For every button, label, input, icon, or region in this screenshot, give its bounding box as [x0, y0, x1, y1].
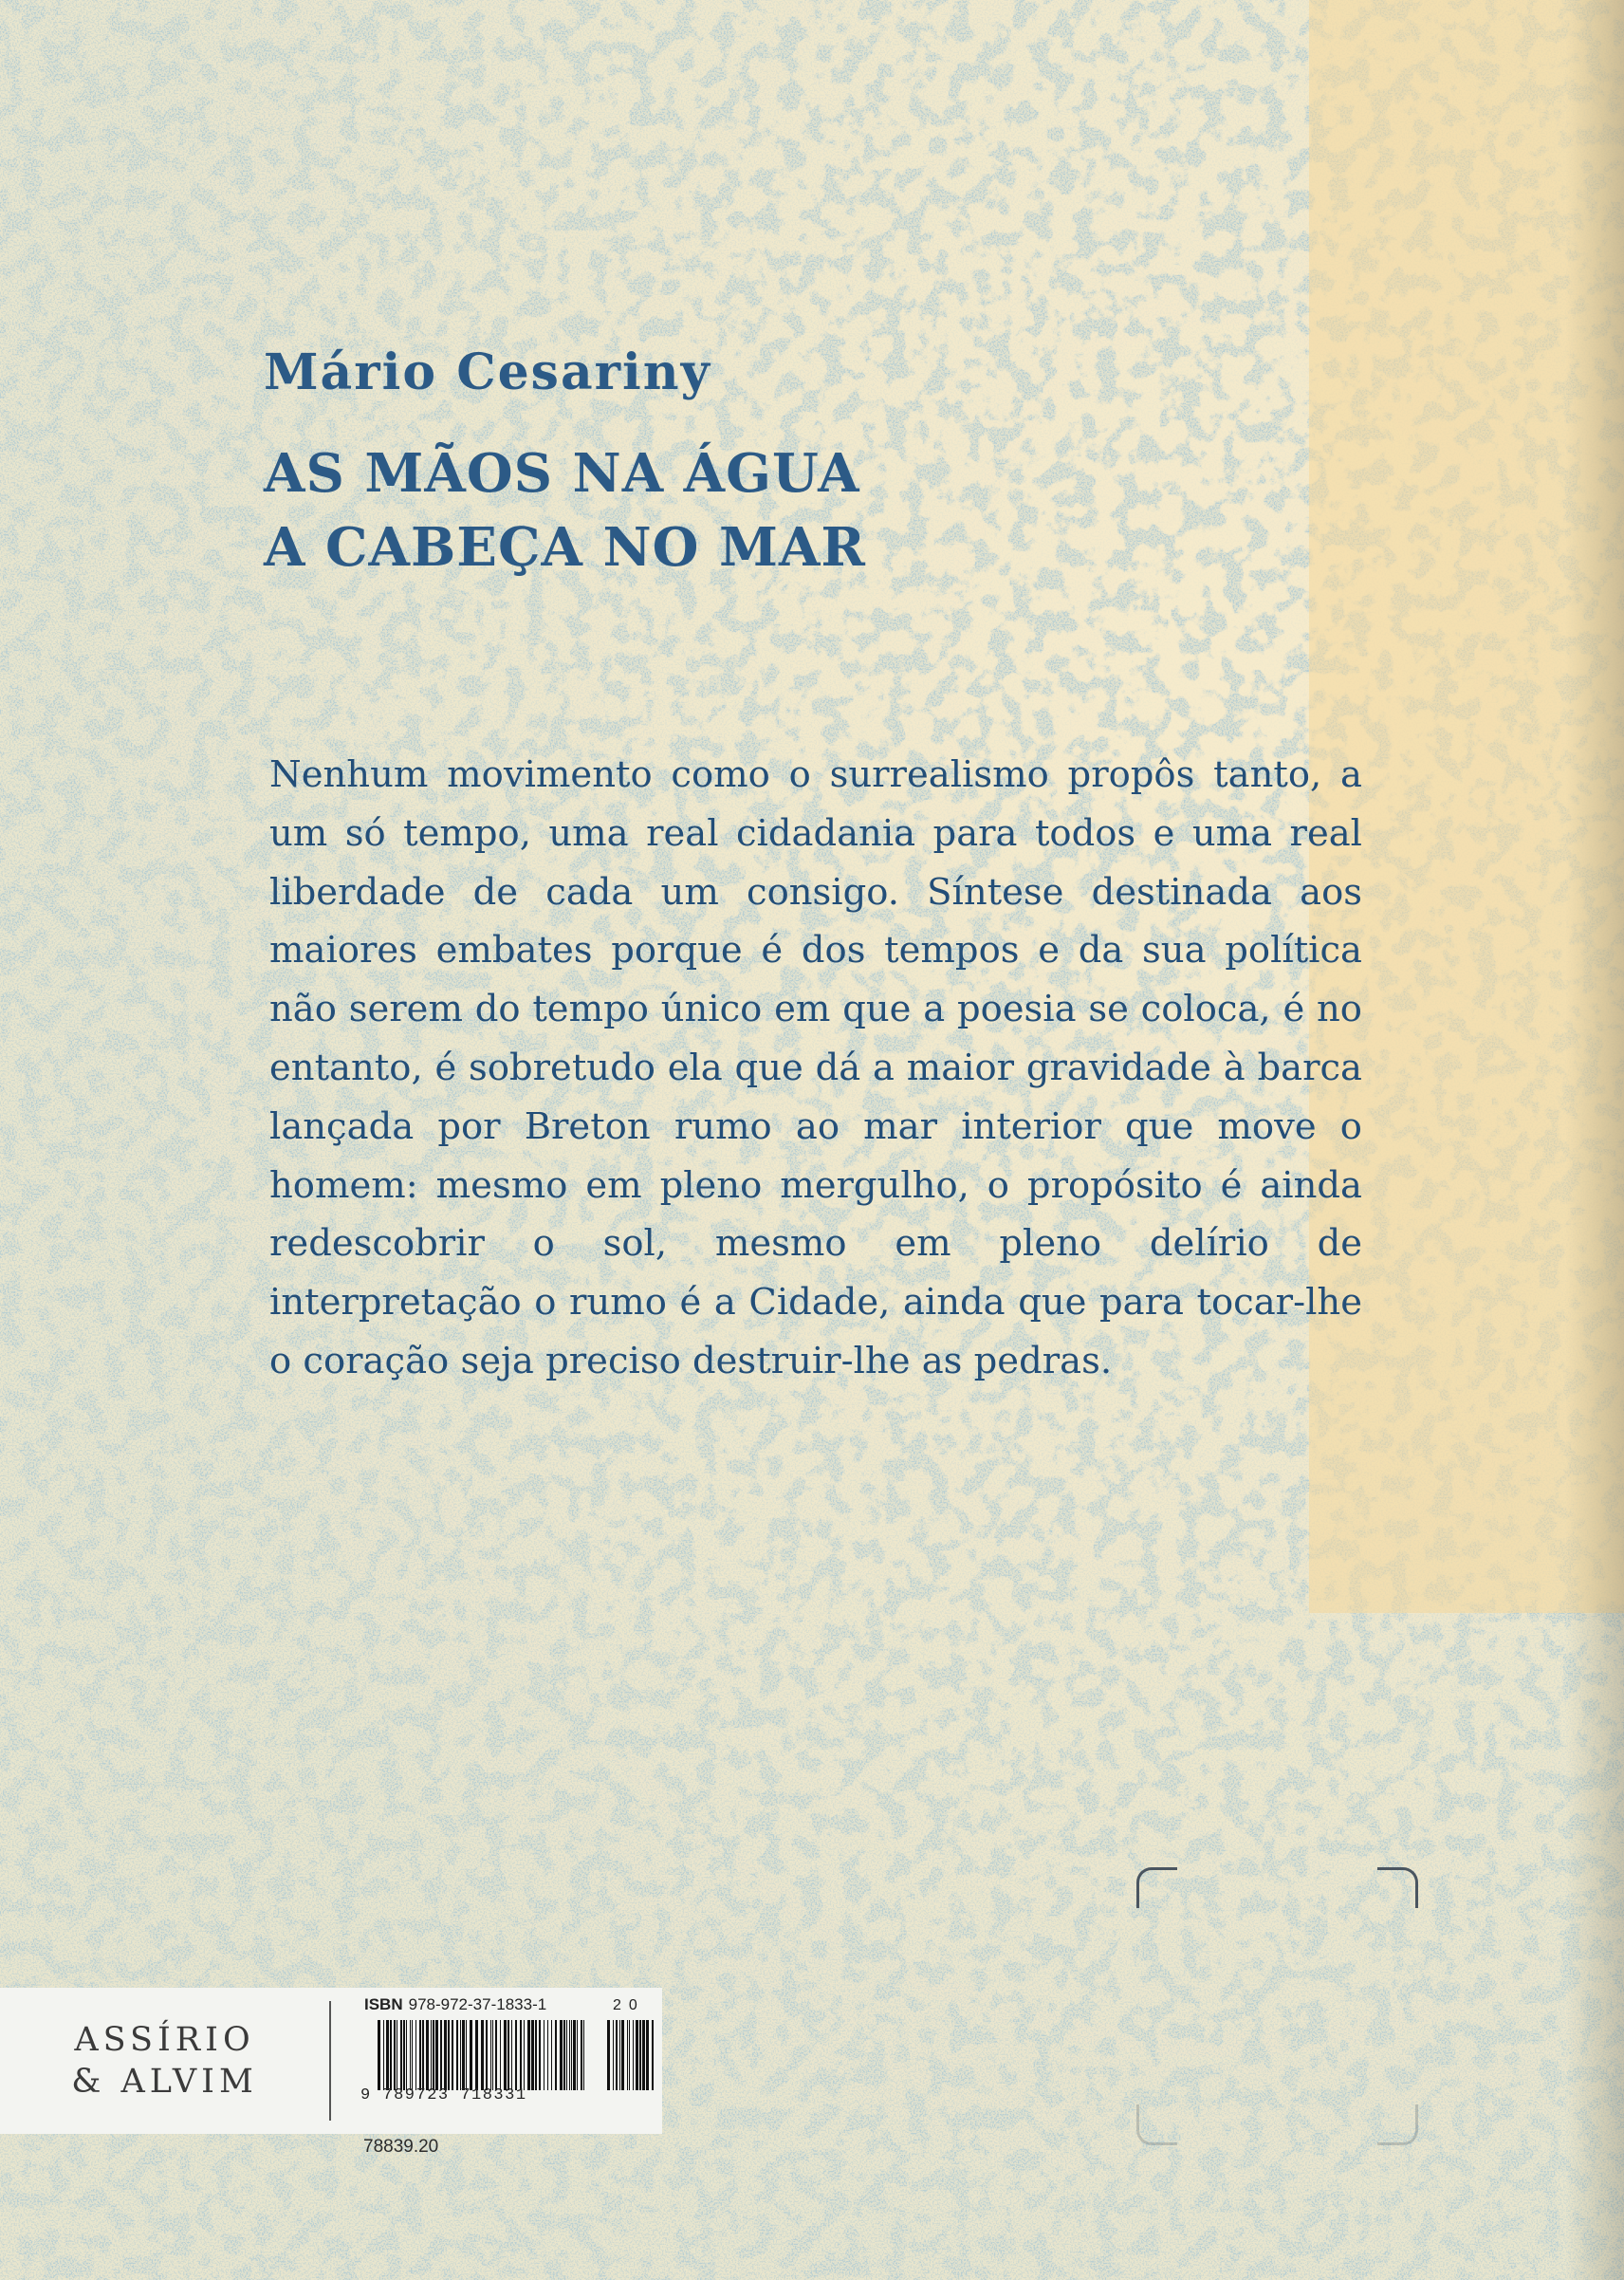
spine-shadow — [1565, 0, 1624, 2280]
frame-corner-bottom-left — [1136, 2104, 1177, 2145]
reference-code: 78839.20 — [363, 2137, 439, 2157]
isbn-line — [364, 1995, 546, 2014]
publisher-line-1: ASSÍRIO — [74, 2021, 255, 2059]
back-cover-blurb: Nenhum movimento como o surrealismo propôs tanto, a um só tempo, uma real cidadania para todos e uma real liberdade de cada um consigo. Síntese destinada aos maiores embates porque é dos tempos e da sua política não serem do tempo único em que a poesia se coloca, é no entanto, é sobretudo ela que dá a maior gravidade à barca lançada por Breton rumo ao mar interior que move o homem: mesmo em pleno mergulho, o propósito é ainda redescobrir o sol, mesmo em pleno delírio de interpretação o rumo é a Cidade, ainda que para tocar-lhe o coração seja preciso destruir-lhe as pedras. — [269, 753, 1362, 1382]
book-title-line-2: A CABEÇA NO MAR — [264, 516, 866, 579]
book-title — [264, 436, 866, 584]
publisher-logo — [0, 1988, 329, 2134]
isbn-label: ISBN — [364, 1995, 403, 2013]
frame-corner-top-right — [1377, 1867, 1418, 1908]
isbn-number: 978-972-37-1833-1 — [408, 1995, 547, 2013]
barcode-addon-image — [607, 2020, 655, 2090]
author-name: Mário Cesariny — [264, 343, 711, 401]
book-title-line-1: AS MÃOS NA ÁGUA — [264, 442, 860, 505]
publisher-line-2: & ALVIM — [71, 2063, 258, 2101]
panel-divider — [329, 2001, 331, 2121]
barcode-image — [378, 2020, 584, 2090]
barcode-panel — [0, 1988, 662, 2134]
price-code: 20 — [613, 1997, 645, 2013]
frame-corner-top-left — [1136, 1867, 1177, 1908]
frame-corner-bottom-right — [1377, 2104, 1418, 2145]
barcode-digits: 9 789723 718331 — [360, 2086, 527, 2104]
